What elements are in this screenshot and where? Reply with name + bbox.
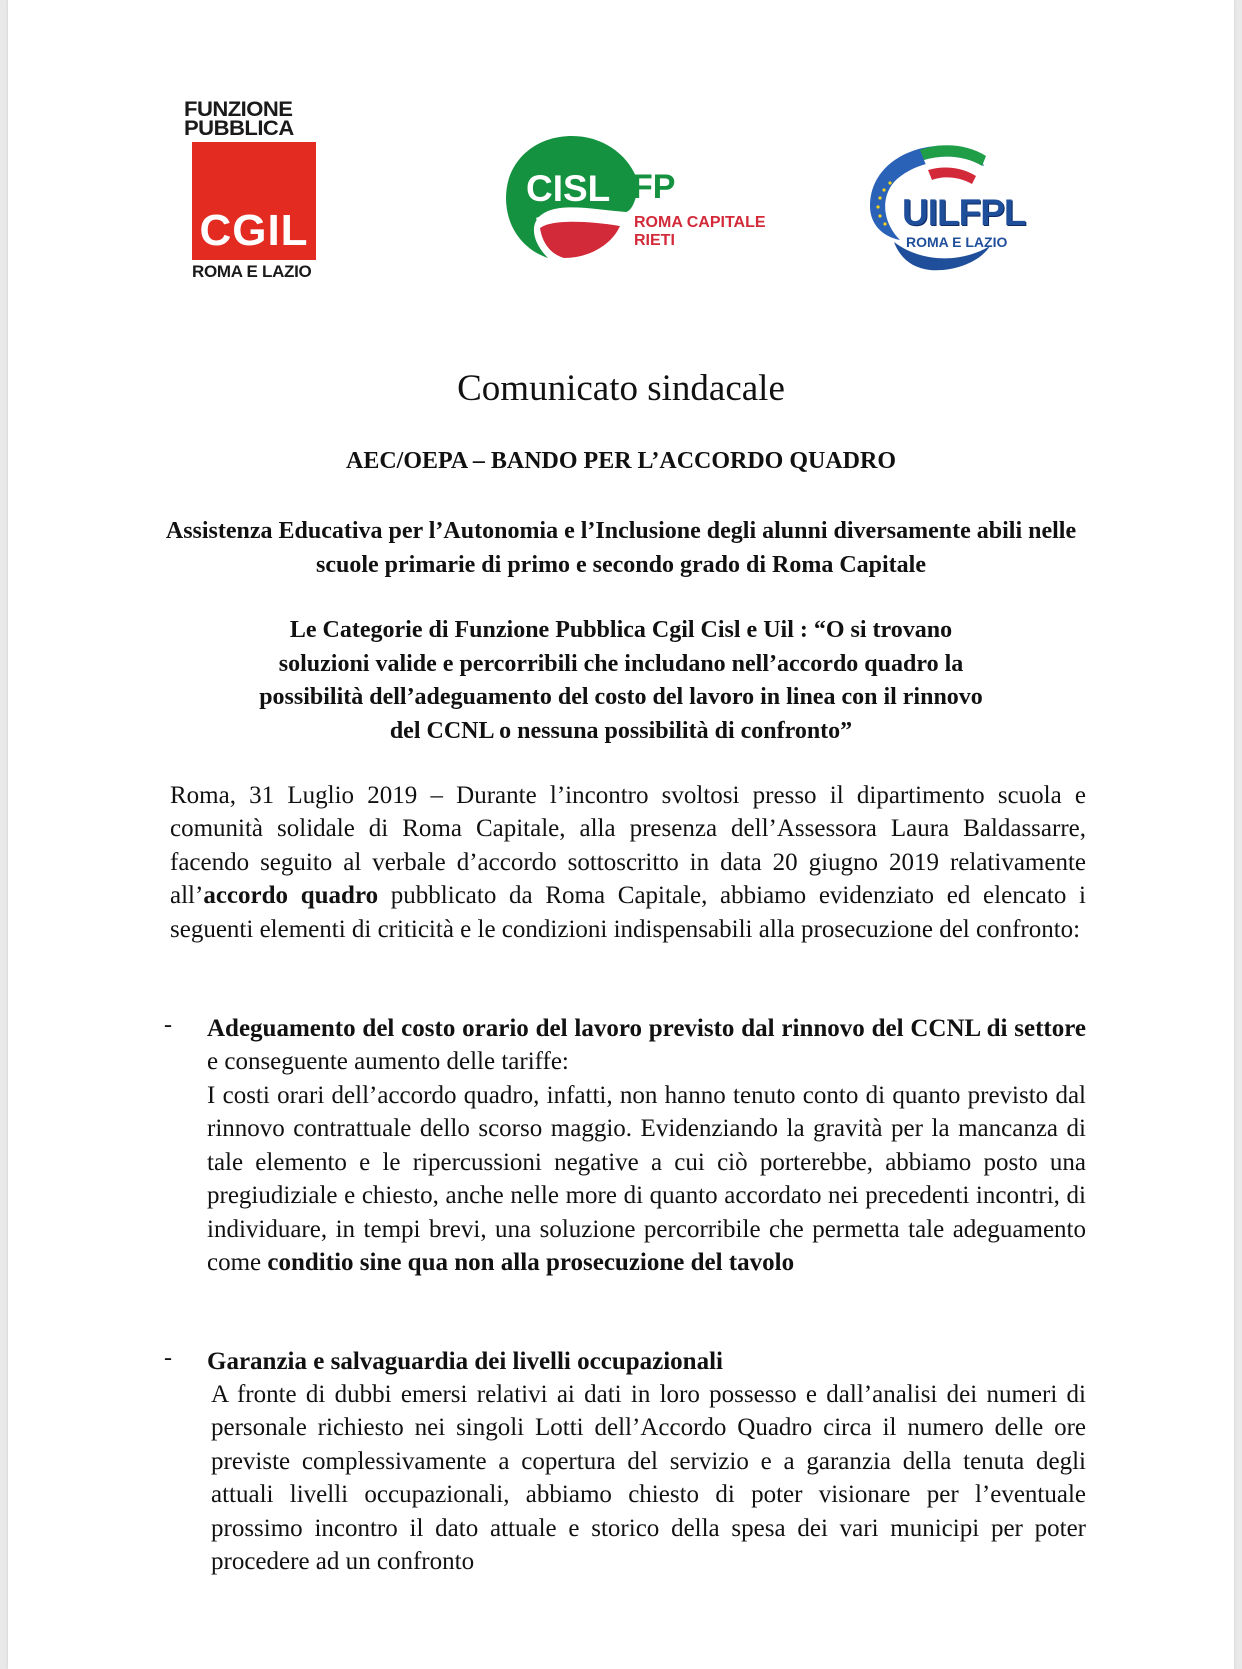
document-title: Comunicato sindacale xyxy=(457,368,785,409)
bullet-body-text: I costi orari dell’accordo quadro, infatti, non hanno tenuto conto di quanto previsto dal rinnovo contrattuale dello scorso maggio. Evidenziando la gravità per la mancanza di tale elemento e le ripercussioni negative a cui ciò porterebbe, abbiamo posto una pregiudiziale e chiesto, anche nelle more di quanto accordato nei precedenti incontri, di individuare, in tempi brevi, una soluzione percorribile che permetta tale adeguamento come xyxy=(207,1082,1086,1277)
cgil-red-square xyxy=(192,142,316,260)
quote-line-1: Le Categorie di Funzione Pubblica Cgil Cisl e Uil : “O si trovano xyxy=(289,617,953,643)
bullet-dash: - xyxy=(164,1012,172,1038)
uil-logo-name: UILFPL xyxy=(902,192,1026,233)
document-heading: AEC/OEPA – BANDO PER L’ACCORDO QUADRO xyxy=(345,448,897,474)
bullet-body: A fronte di dubbi emersi relativi ai dati in loro possesso e dall’analisi dei numeri di personale richiesto nei singoli Lotti dell’Accordo Quadro circa il numero delle ore previste complessivamente a copertura del servizio e a garanzia della tenuta degli attuali livelli occupazionali, abbiamo chiesto di poter visionare per l’eventuale prossimo incontro il dato attuale e storico della spesa dei vari municipi per poter procedere ad un confronto xyxy=(211,1381,1086,1576)
bullet-heading: Garanzia e salvaguardia dei livelli occupazionali xyxy=(207,1348,723,1375)
cgil-logo-name: CGIL xyxy=(199,206,309,255)
quote-line-2: soluzioni valide e percorribili che includano nell’accordo quadro la xyxy=(278,650,964,677)
uil-logo-region: ROMA E LAZIO xyxy=(906,234,1008,250)
quote-line-3: possibilità dell’adeguamento del costo del lavoro in linea con il rinnovo xyxy=(259,684,983,710)
intro-text-part1: Roma, 31 Luglio 2019 – Durante l’incontro svoltosi presso il dipartimento scuola e comunità solidale di Roma Capitale, alla presenza dell’Assessora Laura Baldassarre, facendo seguito al verbale d’accordo sottoscritto in data 20 giugno 2019 relativamente all’ xyxy=(170,782,1086,910)
cgil-logo-line1: FUNZIONE xyxy=(184,98,293,121)
intro-text-part2: pubblicato da Roma Capitale, abbiamo evidenziato ed elencato i seguenti elementi di criticità e le condizioni indispensabili alla prosecuzione del confronto: xyxy=(170,882,1086,943)
cisl-fp-logo xyxy=(504,132,794,272)
bullet-heading-rest: e conseguente aumento delle tariffe: xyxy=(207,1048,569,1076)
bullet-dash: - xyxy=(164,1345,172,1371)
bullet-heading-bold: Adeguamento del costo orario del lavoro previsto dal rinnovo del CCNL di settore xyxy=(207,1015,1086,1042)
cgil-logo-region: ROMA E LAZIO xyxy=(192,262,312,281)
bullet-body-bold: conditio sine qua non alla prosecuzione del tavolo xyxy=(267,1249,795,1277)
cisl-logo-line2: RIETI xyxy=(634,232,675,249)
cisl-logo-suffix: FP xyxy=(632,168,676,206)
cisl-logo-line1: ROMA CAPITALE xyxy=(634,214,766,231)
cgil-logo xyxy=(184,100,324,285)
intro-paragraph xyxy=(170,779,1086,946)
subheading-line-2: scuole primarie di primo e secondo grado di Roma Capitale xyxy=(316,552,926,578)
subheading-line-1: Assistenza Educativa per l’Autonomia e l’Inclusione degli alunni diversamente abili nelle xyxy=(165,518,1077,544)
quote-line-4: del CCNL o nessuna possibilità di confronto” xyxy=(389,717,853,744)
document-page xyxy=(8,0,1234,1669)
document-subheading xyxy=(0,514,1242,582)
intro-text-bold: accordo quadro xyxy=(203,882,379,910)
bullet-body xyxy=(207,1079,1086,1279)
cgil-logo-line2: PUBBLICA xyxy=(184,117,294,140)
bullet-heading xyxy=(207,1012,1086,1079)
uilfpl-logo xyxy=(850,136,1050,276)
cisl-logo-name: CISL xyxy=(526,168,611,209)
document-quote-heading xyxy=(0,614,1242,748)
